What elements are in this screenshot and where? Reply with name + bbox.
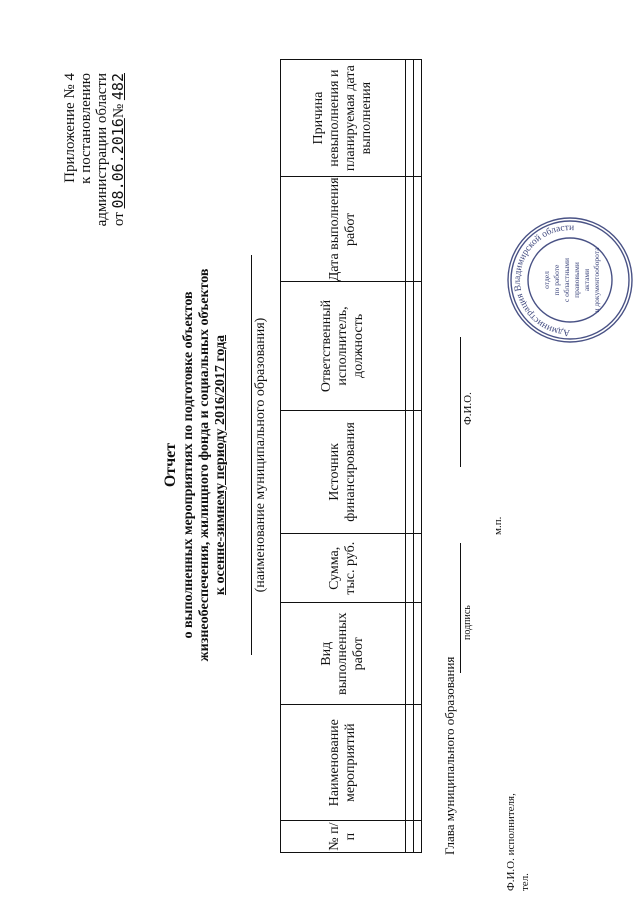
- table-row: [414, 60, 422, 853]
- appendix-line2: к постановлению: [78, 73, 94, 184]
- signature-line: [460, 543, 461, 673]
- table-header-row: [281, 60, 406, 853]
- executor-block: [504, 793, 532, 891]
- stamp-inner-4: правовыми: [572, 262, 581, 298]
- table-row: [406, 60, 414, 853]
- stamp-inner-3: с областными: [562, 257, 571, 303]
- appendix-date-line: [110, 73, 127, 273]
- appendix-block: [62, 73, 127, 273]
- appendix-line1: Приложение № 4: [62, 73, 78, 183]
- col-header-funding-source: Источник финансирования: [281, 410, 406, 534]
- col-header-measures: Наименование мероприятий: [281, 705, 406, 821]
- col-header-number: № п/п: [281, 821, 406, 853]
- col-header-reason: Причина невыполнения и планируемая дата выполнения: [281, 60, 406, 177]
- name-caption: Ф.И.О.: [462, 392, 474, 425]
- stamp-inner-1: отдел: [542, 271, 551, 289]
- report-table: [280, 59, 422, 853]
- stamp-inner-5: актами: [582, 268, 591, 292]
- appendix-number: 482: [109, 73, 127, 101]
- report-heading: Отчет: [162, 442, 179, 488]
- signature-caption: подпись: [462, 605, 473, 640]
- col-header-completion-date: Дата выполнения работ: [281, 177, 406, 282]
- name-line: [460, 337, 461, 467]
- executor-phone-label: тел.: [519, 873, 531, 891]
- date-prefix: от: [111, 212, 127, 227]
- stamp-inner-6: и документооборота: [592, 247, 601, 313]
- stamp-inner-2: по работе: [552, 264, 561, 296]
- appendix-date: 08.06.2016: [109, 118, 127, 209]
- municipality-caption: (наименование муниципального образования): [253, 317, 268, 593]
- report-title-line4: к осенне-зимнему периоду 2016/2017 года: [213, 334, 228, 596]
- stamp-outer-text: Администрация Владимирской области: [512, 222, 575, 338]
- report-title-line3: жизнеобеспечения, жилищного фонда и социальных объектов: [197, 268, 212, 662]
- municipality-underline: [251, 255, 252, 655]
- col-header-responsible: Ответственный исполнитель, должность: [281, 282, 406, 410]
- number-prefix: №: [111, 103, 127, 119]
- appendix-line3: администрации области: [94, 73, 110, 227]
- col-header-work-type: Вид выполненных работ: [281, 603, 406, 705]
- executor-name-label: Ф.И.О. исполнителя,: [505, 793, 517, 891]
- head-label: Глава муниципального образования: [442, 656, 457, 855]
- official-stamp: [505, 215, 635, 345]
- report-title-line2: о выполненных мероприятиях по подготовке объектов: [181, 291, 196, 639]
- col-header-sum: Сумма, тыс. руб.: [281, 534, 406, 603]
- seal-place-label: м.п.: [492, 516, 504, 535]
